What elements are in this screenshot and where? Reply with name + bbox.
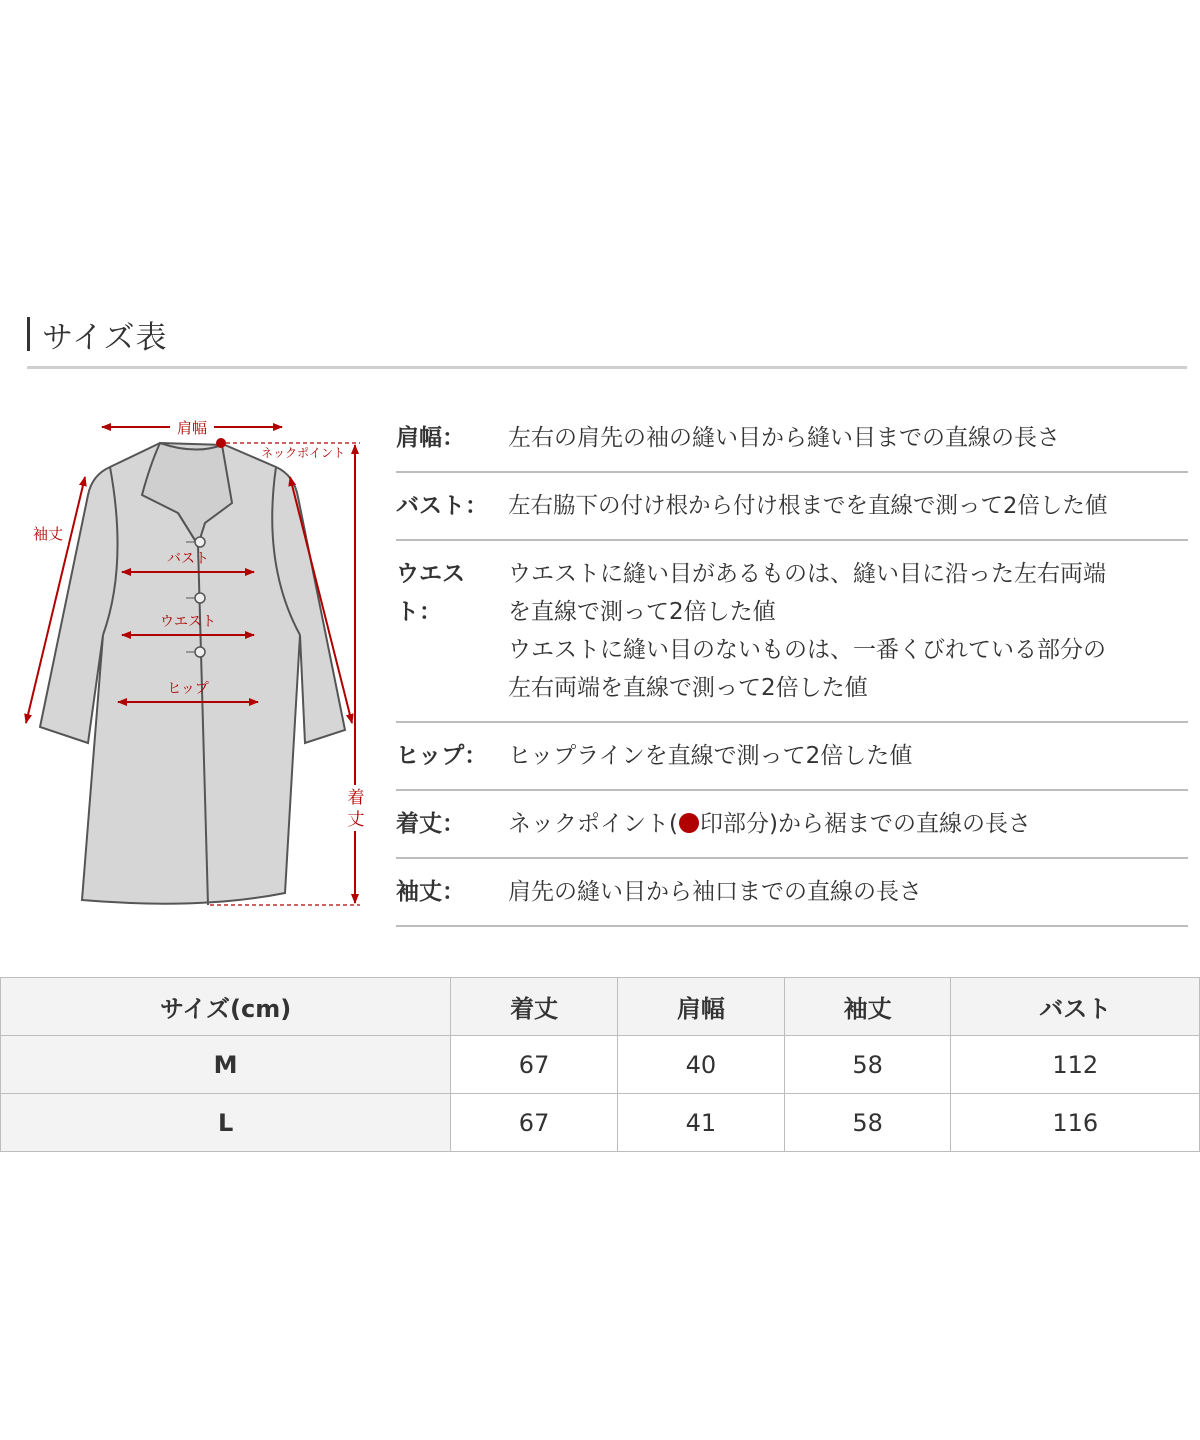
length-label-2: 丈 xyxy=(347,810,365,830)
table-cell: 41 xyxy=(617,1094,784,1152)
sleeve-label: 袖丈 xyxy=(32,525,64,543)
table-cell: 116 xyxy=(951,1094,1200,1152)
section-title-text: サイズ表 xyxy=(42,319,168,356)
size-cell: M xyxy=(1,1036,451,1094)
definition-desc: 左右の肩先の袖の縫い目から縫い目までの直線の長さ xyxy=(508,425,1060,451)
hip-label: ヒップ xyxy=(167,681,209,697)
table-cell: 58 xyxy=(784,1036,951,1094)
definition-term: ウエスト： xyxy=(396,561,465,625)
table-header-row xyxy=(1,978,1200,1036)
bust-label: バスト xyxy=(167,551,209,567)
header-shoulder: 肩幅 xyxy=(617,978,784,1036)
definition-hip xyxy=(396,723,1188,791)
definition-length xyxy=(396,791,1188,859)
definitions-list xyxy=(396,405,1188,927)
header-size: サイズ(cm) xyxy=(1,978,451,1036)
section-title xyxy=(27,312,168,356)
definition-desc: 肩先の縫い目から袖口までの直線の長さ xyxy=(508,879,922,905)
table-cell: 58 xyxy=(784,1094,951,1152)
neck-point-label: ネックポイント xyxy=(260,446,346,460)
table-cell: 67 xyxy=(451,1094,618,1152)
header-length: 着丈 xyxy=(451,978,618,1036)
size-cell: L xyxy=(1,1094,451,1152)
length-label-1: 着 xyxy=(347,788,365,808)
table-cell: 112 xyxy=(951,1036,1200,1094)
definition-sleeve xyxy=(396,859,1188,927)
table-row xyxy=(1,1036,1200,1094)
definition-term: 袖丈： xyxy=(396,879,465,905)
waist-label: ウエスト xyxy=(160,614,216,630)
definition-term: 着丈： xyxy=(396,811,465,837)
table-row xyxy=(1,1094,1200,1152)
definition-desc: 左右脇下の付け根から付け根までを直線で測って2倍した値 xyxy=(508,493,1108,519)
definition-shoulder xyxy=(396,405,1188,473)
definition-term: バスト： xyxy=(396,493,488,519)
definition-desc: ネックポイント( 印部分)から裾までの直線の長さ xyxy=(508,811,1031,837)
definition-term: ヒップ： xyxy=(396,743,488,769)
definition-bust xyxy=(396,473,1188,541)
title-bar xyxy=(27,317,30,351)
definition-waist xyxy=(396,541,1188,723)
definition-term: 肩幅： xyxy=(396,425,465,451)
coat-diagram xyxy=(0,405,380,925)
header-bust: バスト xyxy=(951,978,1200,1036)
shoulder-label: 肩幅 xyxy=(176,419,208,437)
size-table xyxy=(0,977,1200,1152)
definition-desc: ウエストに縫い目があるものは、縫い目に沿った左右両端 を直線で測って2倍した値 ウエストに縫い目のないものは、一番くびれている部分の 左右両端を直線で測って2倍した値 xyxy=(508,561,1106,701)
table-cell: 40 xyxy=(617,1036,784,1094)
coat-illustration xyxy=(0,405,380,925)
title-divider xyxy=(27,366,1187,369)
table-cell: 67 xyxy=(451,1036,618,1094)
neck-point-marker xyxy=(216,438,226,448)
header-sleeve: 袖丈 xyxy=(784,978,951,1036)
neck-point-dot-icon xyxy=(679,813,699,833)
definition-desc: ヒップラインを直線で測って2倍した値 xyxy=(508,743,913,769)
